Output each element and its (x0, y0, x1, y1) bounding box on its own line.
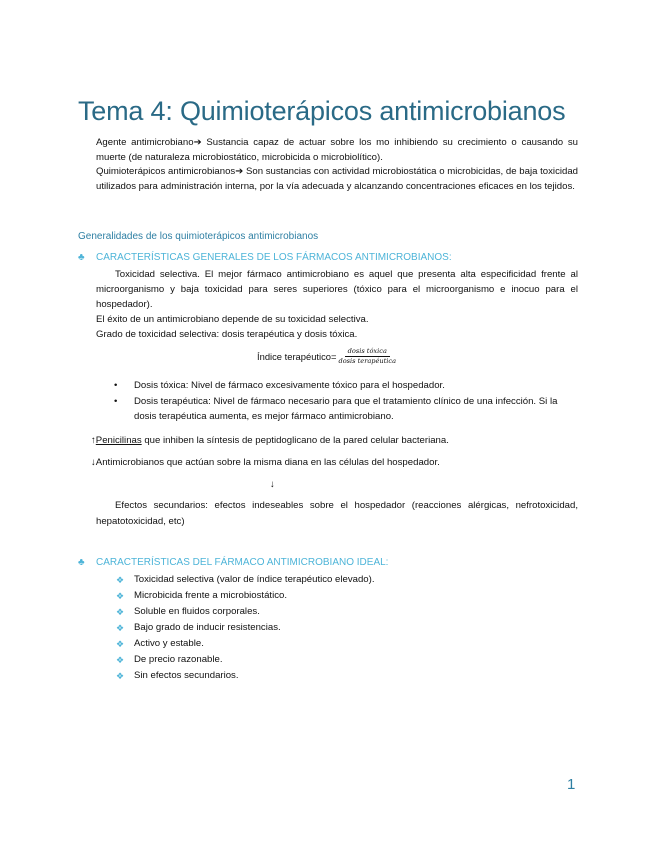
formula-denominator: dosis terapéutica (338, 357, 397, 365)
list-item (116, 652, 375, 668)
side-effects-paragraph: Efectos secundarios: efectos indeseables sobre el hospedador (reacciones alérgicas, nefrotoxicidad, hepatotoxicidad, etc) (96, 500, 578, 527)
bullet-icon: • (114, 380, 118, 391)
ideal-heading-text: CARACTERÍSTICAS DEL FÁRMACO ANTIMICROBIANO IDEAL: (96, 557, 389, 568)
club-icon: ♣ (78, 557, 85, 568)
list-item (116, 668, 375, 684)
diamond-icon: ❖ (116, 607, 125, 617)
therapeutic-index-formula (257, 347, 396, 366)
diamond-icon: ❖ (116, 623, 125, 633)
list-item-text: Activo y estable. (134, 638, 204, 649)
list-item (116, 588, 375, 604)
diamond-icon: ❖ (116, 655, 125, 665)
degree-paragraph: Grado de toxicidad selectiva: dosis terapéutica y dosis tóxica. (96, 329, 358, 340)
ideal-list (116, 572, 375, 684)
formula-fraction (338, 347, 396, 366)
list-item-text: Toxicidad selectiva (valor de índice terapéutico elevado). (134, 574, 375, 585)
intro-definitions (96, 136, 578, 194)
formula-numerator: dosis tóxica (345, 347, 390, 357)
list-item (114, 394, 578, 425)
list-item-text: Dosis tóxica: Nivel de fármaco excesivamente tóxico para el hospedador. (134, 380, 445, 391)
definition-term: Agente antimicrobiano (96, 137, 194, 148)
club-icon: ♣ (78, 252, 85, 263)
selective-toxicity-paragraph: Toxicidad selectiva. El mejor fármaco antimicrobiano es aquel que presenta alta especificidad frente al microorganismo y baja toxicidad para seres superiores (tóxico para el microorganismo e inocuo para el hospedador). (96, 269, 578, 310)
list-item (116, 636, 375, 652)
down-arrow-icon: ↓ (91, 457, 96, 468)
list-item-text: Soluble en fluidos corporales. (134, 606, 260, 617)
characteristics-heading (78, 252, 452, 263)
definition-chemotherapeutics (96, 165, 578, 194)
page-title: Tema 4: Quimioterápicos antimicrobianos (78, 96, 566, 127)
penicillin-text: que inhiben la síntesis de peptidoglicano de la pared celular bacteriana. (141, 435, 449, 446)
arrow-icon: ➔ (193, 137, 202, 148)
dose-list (114, 378, 578, 425)
page-number: 1 (567, 776, 576, 793)
list-item (116, 620, 375, 636)
ideal-heading (78, 557, 388, 568)
list-item-text: Bajo grado de inducir resistencias. (134, 622, 281, 633)
characteristics-heading-text: CARACTERÍSTICAS GENERALES DE LOS FÁRMACOS ANTIMICROBIANOS: (96, 252, 452, 263)
success-paragraph: El éxito de un antimicrobiano depende de su toxicidad selectiva. (96, 314, 369, 325)
arrow-icon: ➔ (235, 166, 244, 178)
characteristics-body (96, 267, 578, 342)
down-arrow-icon: ↓ (270, 479, 275, 490)
diamond-icon: ❖ (116, 575, 125, 585)
definition-antimicrobial-agent (96, 136, 578, 165)
definition-term: Quimioterápicos antimicrobianos (96, 166, 236, 178)
diamond-icon: ❖ (116, 639, 125, 649)
list-item (114, 378, 578, 394)
penicillin-line (91, 435, 449, 446)
formula-label: Índice terapéutico= (257, 351, 337, 362)
bullet-icon: • (114, 395, 118, 407)
list-item (116, 604, 375, 620)
diamond-icon: ❖ (116, 671, 125, 681)
section-heading: Generalidades de los quimioterápicos antimicrobianos (78, 231, 319, 242)
list-item-text: Microbicida frente a microbiostático. (134, 590, 288, 601)
list-item-text: Dosis terapéutica: Nivel de fármaco necesario para que el tratamiento clínico de una infección. Si la dosis terapéutica aumenta, es mejor fármaco antimicrobiano. (134, 395, 558, 422)
definition-text: Son sustancias con actividad microbiostática o microbicidas, de baja toxicidad utilizados para administración interna, por la vía adecuada y alcanzando concentraciones eficaces en los tejidos. (96, 166, 579, 192)
up-arrow-icon: ↑ (91, 435, 96, 446)
host-target-text: Antimicrobianos que actúan sobre la misma diana en las células del hospedador. (95, 457, 440, 468)
penicillin-term: Penicilinas (95, 435, 142, 446)
host-target-line (91, 457, 440, 468)
list-item (116, 572, 375, 588)
list-item-text: De precio razonable. (134, 654, 223, 665)
diamond-icon: ❖ (116, 591, 125, 601)
list-item-text: Sin efectos secundarios. (134, 670, 239, 681)
definition-text: Sustancia capaz de actuar sobre los mo inhibiendo su crecimiento o causando su muerte (de naturaleza microbiostático, microbicida o microbiolítico). (96, 137, 579, 163)
